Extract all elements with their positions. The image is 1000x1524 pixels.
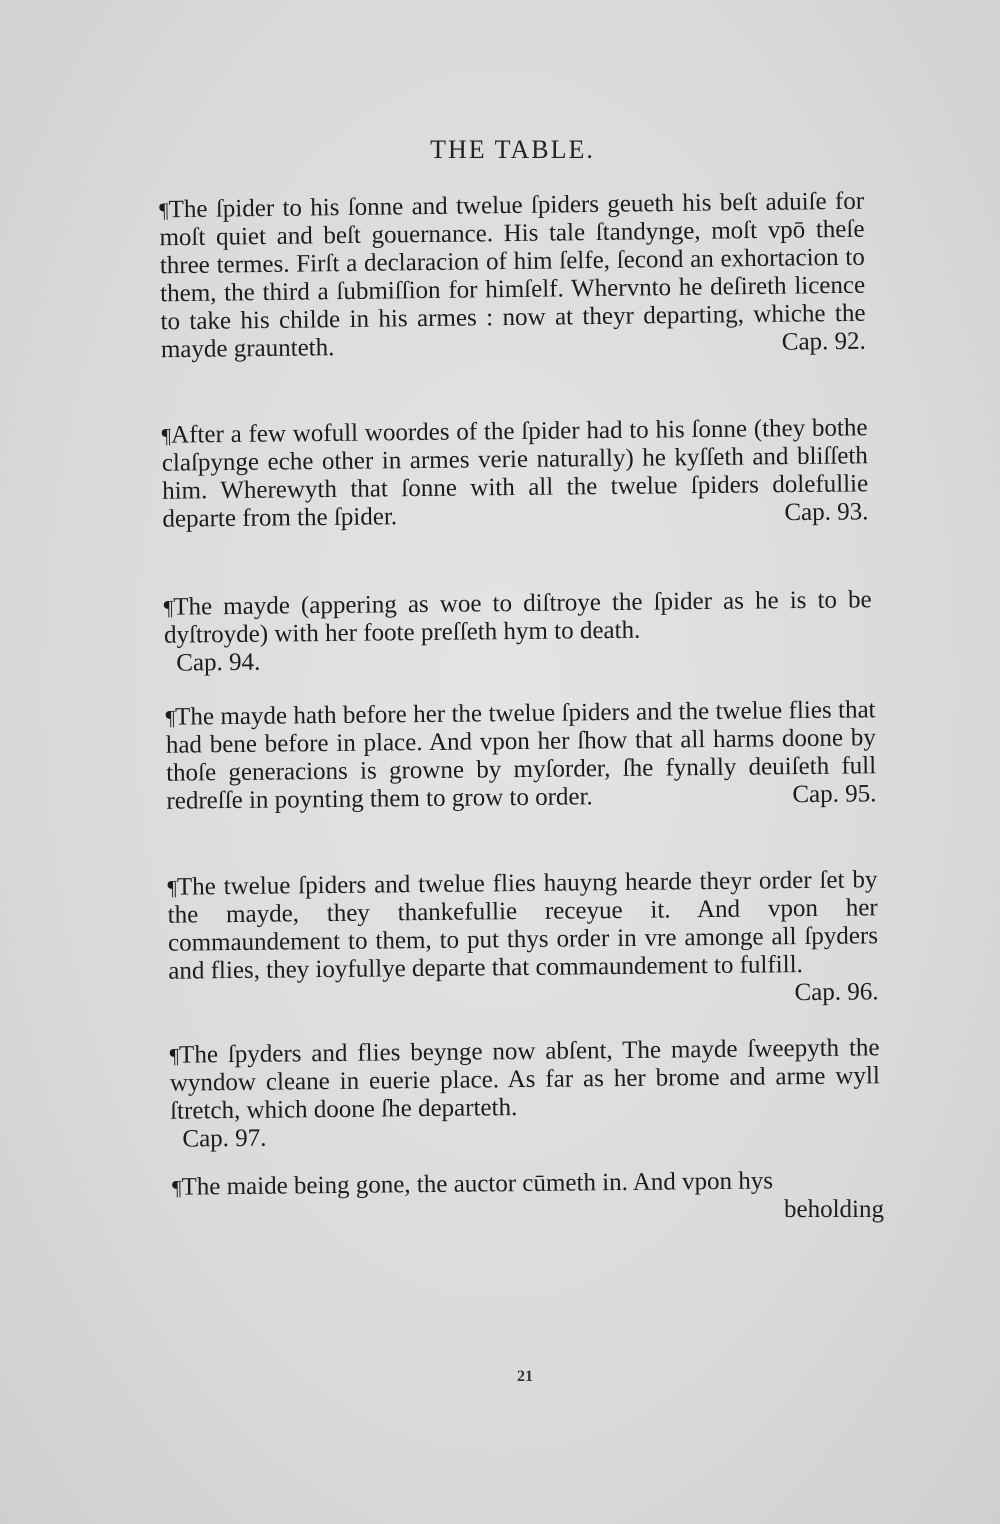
pilcrow-mark: ¶ xyxy=(163,595,174,620)
page-number: 21 xyxy=(517,1368,533,1385)
pilcrow-mark: ¶ xyxy=(171,1175,182,1200)
table-entry-cap-93 xyxy=(161,414,868,533)
chapter-reference: Cap. 97. xyxy=(182,1124,267,1153)
table-entry-cap-96 xyxy=(167,866,878,1013)
chapter-reference: Cap. 95. xyxy=(792,780,877,809)
entry-text: The twelue ſpiders and twelue flies hauyng hearde theyr order ſet by the mayde, they thankefullie receyue it. And vpon her commaundement to them, to put thys order in vre amonge all ſpyders and flies, they ioyfullye departe that commaundement to fulfill. xyxy=(167,866,879,985)
entry-text: The mayde hath before her the twelue ſpiders and the twelue flies that had bene before in place. And vpon her ſhow that all harms doone by thoſe generacions is growne by myſorder, ſhe fynally deuiſeth full redreſſe in poynting them to grow to order. xyxy=(165,696,877,815)
entry-text: The mayde (appering as woe to diſtroye the ſpider as he is to be dyſtroyde) with her foote preſſeth hym to death. xyxy=(163,586,872,649)
pilcrow-mark: ¶ xyxy=(169,1043,180,1068)
table-entry-cap-95 xyxy=(165,696,876,815)
pilcrow-mark: ¶ xyxy=(167,875,178,900)
chapter-reference: Cap. 96. xyxy=(794,978,879,1007)
pilcrow-mark: ¶ xyxy=(165,705,176,730)
pilcrow-mark: ¶ xyxy=(159,198,169,223)
chapter-reference: Cap. 92. xyxy=(781,327,866,356)
pilcrow-mark: ¶ xyxy=(161,423,172,448)
chapter-reference: Cap. 94. xyxy=(176,648,261,677)
page-title: THE TABLE. xyxy=(430,135,595,164)
entry-text: The maide being gone, the auctor cūmeth in. And vpon hys xyxy=(181,1167,774,1201)
table-entry-cap-92 xyxy=(159,188,866,365)
chapter-reference: Cap. 93. xyxy=(784,498,869,527)
table-entry-cap-94 xyxy=(164,586,873,677)
table-entry-continued xyxy=(172,1166,884,1201)
entry-text: The ſpider to his ſonne and twelue ſpiders geueth his beſt aduiſe for moſt quiet and beſt gouernance. His tale ſtandynge, moſt vpō theſe three termes. Firſt a declaracion of him ſelfe, ſecond an exhortacion to them, the third a ſubmiſſion for himſelf. Whervnto he deſireth licence to take his childe in his armes : now at theyr departing, whiche the mayde graunteth. xyxy=(159,187,866,364)
table-entry-cap-97 xyxy=(169,1034,880,1153)
catchword: beholding xyxy=(784,1196,884,1223)
entry-text: The ſpyders and flies beynge now abſent, The mayde ſweepyth the wyndow cleane in euerie place. As far as her brome and arme wyll ſtretch, which doone ſhe departeth. xyxy=(169,1034,880,1125)
entry-text: After a few wofull woordes of the ſpider had to his ſonne (they bothe claſpynge eche other in armes verie naturally) he kyſſeth and bliſſeth him. Wherewyth that ſonne with all the twelue ſpiders dolefullie departe from the ſpider. xyxy=(161,414,869,533)
